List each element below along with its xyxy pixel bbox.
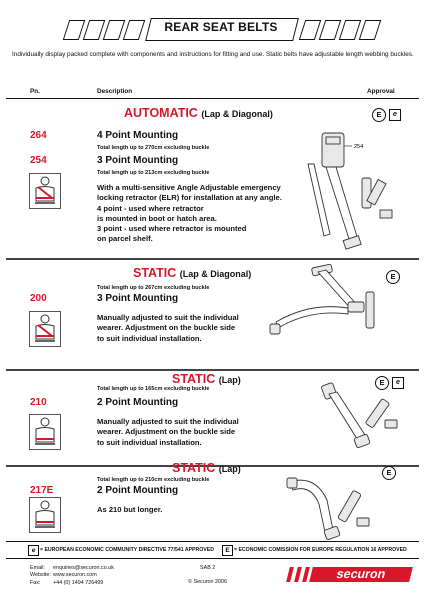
logo-stripe bbox=[294, 567, 302, 582]
header-slash-decoration bbox=[63, 20, 85, 40]
eec-approval-icon: e bbox=[389, 109, 401, 121]
header-slash-decoration bbox=[103, 20, 125, 40]
description: With a multi-sensitive Angle Adjustable emergency locking retractor (ELR) for installation at any angle. 4 point - used where retractor is mounted in boot or hatch area. 3 point - used where retractor is mounted on parcel shelf. bbox=[97, 183, 282, 244]
section-title-automatic: AUTOMATIC (Lap & Diagonal) bbox=[124, 106, 273, 120]
ece-legend: = ECONOMIC COMISSION FOR EUROPE REGULATION 16 APPROVED bbox=[234, 547, 407, 553]
header-slash-decoration bbox=[339, 20, 361, 40]
header-slash-decoration bbox=[299, 20, 321, 40]
section-title-static-lap: STATIC (Lap) bbox=[172, 461, 241, 475]
securon-logo: securon bbox=[309, 567, 413, 582]
mount-type: 3 Point Mounting bbox=[97, 155, 179, 166]
section-divider bbox=[6, 369, 419, 371]
logo-stripe bbox=[286, 567, 294, 582]
eec-legend: = EUROPEAN ECONOMIC COMMUNITY DIRECTIVE 77/541 APPROVED bbox=[40, 547, 214, 553]
mount-type: 2 Point Mounting bbox=[97, 485, 179, 496]
ece-approval-icon: E bbox=[375, 376, 389, 390]
length-spec: Total length up to 165cm excluding buckle bbox=[97, 386, 210, 392]
column-header-pn: Pn. bbox=[30, 88, 40, 95]
description: Manually adjusted to suit the individual wearer. Adjustment on the buckle side to suit individual installation. bbox=[97, 417, 239, 447]
seat-diagram-icon bbox=[29, 311, 61, 347]
part-number: 210 bbox=[30, 397, 47, 408]
ece-approval-icon: E bbox=[386, 270, 400, 284]
header-rule bbox=[6, 98, 419, 99]
mount-type: 4 Point Mounting bbox=[97, 130, 179, 141]
part-number: 200 bbox=[30, 293, 47, 304]
part-number: 254 bbox=[30, 155, 47, 166]
contact-block: Email: enquiries@securon.co.uk Website: www.securon.com Fax: +44 (0) 1494 726499 bbox=[30, 565, 114, 586]
section-title-static-lap: STATIC (Lap) bbox=[172, 372, 241, 386]
ece-approval-icon: E bbox=[372, 108, 386, 122]
website-link[interactable]: www.securon.com bbox=[53, 572, 97, 579]
part-number: 264 bbox=[30, 130, 47, 141]
header-slash-decoration bbox=[123, 20, 145, 40]
seat-diagram-icon bbox=[29, 414, 61, 450]
static-lap-belt-illustration bbox=[315, 380, 415, 455]
length-spec: Total length up to 270cm excluding buckle bbox=[97, 145, 210, 151]
header-slash-decoration bbox=[359, 20, 381, 40]
length-spec: Total length up to 210cm excluding buckle bbox=[97, 477, 210, 483]
callout-label: 254 bbox=[354, 144, 364, 150]
ece-approval-icon: E bbox=[382, 466, 396, 480]
document-code: SAB 2 bbox=[200, 565, 216, 571]
mount-type: 2 Point Mounting bbox=[97, 397, 179, 408]
page-title: REAR SEAT BELTS bbox=[164, 20, 278, 34]
footer-rule bbox=[6, 541, 419, 542]
ece-approval-icon: E bbox=[222, 545, 233, 556]
automatic-belt-illustration bbox=[300, 130, 420, 255]
seat-diagram-icon bbox=[29, 173, 61, 209]
eec-approval-icon: e bbox=[392, 377, 404, 389]
section-divider bbox=[6, 258, 419, 260]
mount-type: 3 Point Mounting bbox=[97, 293, 179, 304]
description: As 210 but longer. bbox=[97, 505, 163, 514]
section-title-static-lap-diagonal: STATIC (Lap & Diagonal) bbox=[133, 266, 252, 280]
copyright: © Securon 2006 bbox=[188, 579, 228, 585]
length-spec: Total length up to 213cm excluding buckle bbox=[97, 170, 210, 176]
footer-rule bbox=[6, 558, 419, 559]
part-number: 217E bbox=[30, 485, 54, 496]
column-header-description: Description bbox=[97, 88, 133, 95]
seat-diagram-icon bbox=[29, 497, 61, 533]
eec-approval-icon: e bbox=[28, 545, 39, 556]
header-slash-decoration bbox=[319, 20, 341, 40]
intro-text: Individually display packed complete with components and instructions for fitting and use. Static belts have adjustable length webbing buckles. bbox=[12, 51, 414, 58]
fax-number: +44 (0) 1494 726499 bbox=[53, 579, 104, 586]
email-link[interactable]: enquiries@securon.co.uk bbox=[53, 565, 114, 571]
header-slash-decoration bbox=[83, 20, 105, 40]
static-lap-long-belt-illustration bbox=[285, 470, 395, 545]
description: Manually adjusted to suit the individual wearer. Adjustment on the buckle side to suit individual installation. bbox=[97, 313, 239, 343]
static-lap-diagonal-belt-illustration bbox=[268, 262, 383, 352]
length-spec: Total length up to 267cm excluding buckle bbox=[97, 285, 210, 291]
column-header-approval: Approval bbox=[367, 88, 395, 95]
